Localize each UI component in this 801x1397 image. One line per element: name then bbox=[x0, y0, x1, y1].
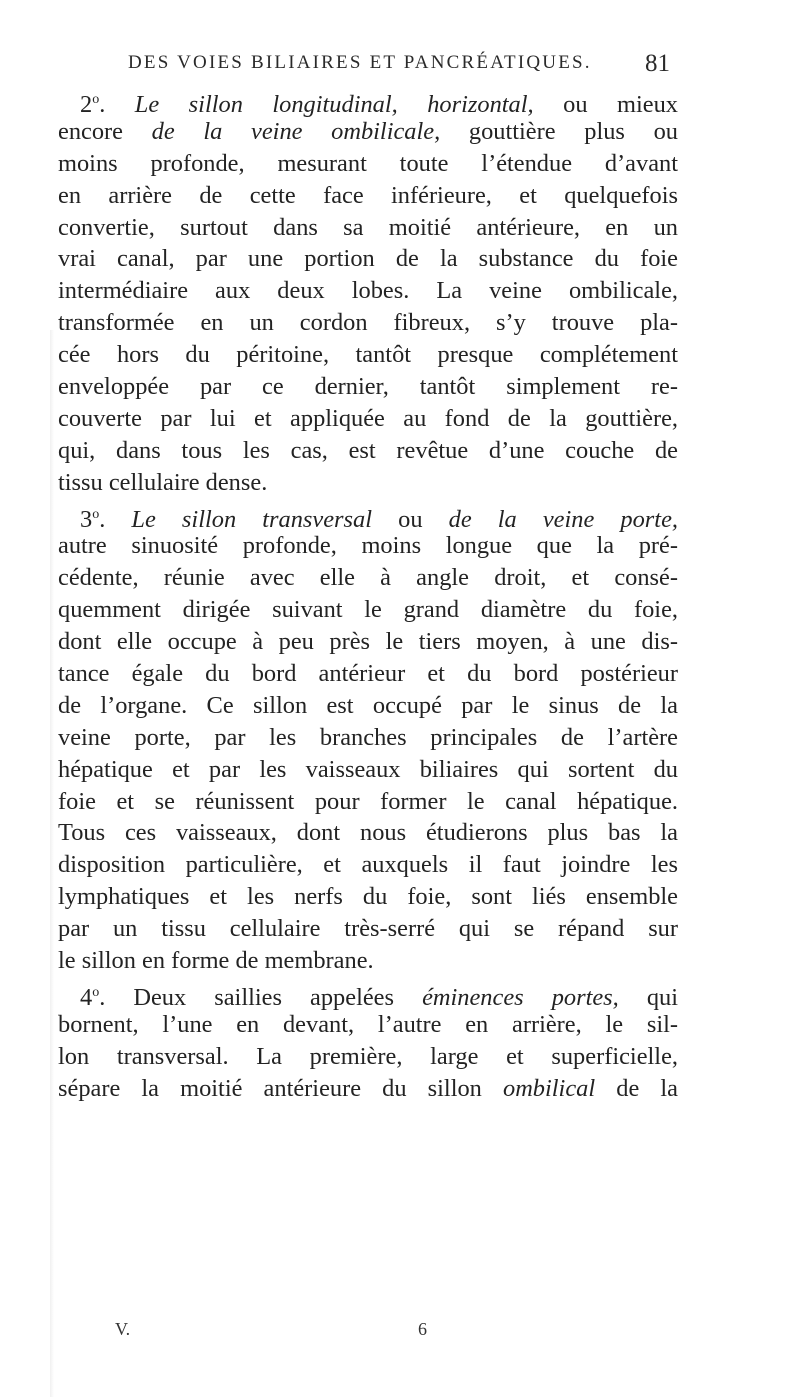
text-line bbox=[58, 658, 678, 690]
text-run: . bbox=[99, 505, 132, 533]
text-line bbox=[58, 626, 678, 658]
text-run: 3 bbox=[80, 505, 93, 533]
text-line bbox=[58, 371, 678, 403]
text-run: foie et se réunissent pour former le canal hépatique. bbox=[58, 787, 678, 815]
text-line bbox=[58, 212, 678, 244]
page-number: 81 bbox=[645, 50, 670, 77]
text-run: dont elle occupe à peu près le tiers moyen, à une dis- bbox=[58, 628, 678, 656]
text-line bbox=[58, 530, 678, 562]
text-run: tance égale du bord antérieur et du bord postérieur bbox=[58, 660, 678, 688]
text-line bbox=[58, 116, 678, 148]
paragraph bbox=[58, 977, 678, 1105]
text-run: 2 bbox=[80, 91, 93, 118]
signature-mark: V. bbox=[115, 1319, 131, 1339]
text-line bbox=[58, 1041, 678, 1073]
text-run: hépatique et par les vaisseaux biliaires qui sortent du bbox=[58, 755, 678, 783]
text-run: ou bbox=[372, 505, 449, 533]
text-line bbox=[58, 690, 678, 722]
text-run: bornent, l’une en devant, l’autre en arrière, le sil- bbox=[58, 1010, 678, 1038]
text-line bbox=[58, 339, 678, 371]
text-run: transformée en un cordon fibreux, s’y trouve pla- bbox=[58, 309, 678, 337]
text-run: lymphatiques et les nerfs du foie, sont liés ensemble bbox=[58, 883, 678, 911]
text-run: . bbox=[99, 91, 135, 118]
text-run: 4 bbox=[80, 983, 93, 1011]
italic-term: de la veine ombilicale, bbox=[151, 117, 441, 145]
text-run: de l’organe. Ce sillon est occupé par le sinus de la bbox=[58, 691, 678, 719]
text-run: cée hors du péritoine, tantôt presque complétement bbox=[58, 341, 678, 369]
text-line bbox=[58, 307, 678, 339]
text-run: le sillon en forme de membrane. bbox=[58, 947, 374, 975]
text-line bbox=[58, 499, 678, 531]
text-line bbox=[58, 913, 678, 945]
text-line bbox=[58, 467, 678, 499]
text-run: disposition particulière, et auxquels il faut joindre les bbox=[58, 851, 678, 879]
text-run: vrai canal, par une portion de la substance du foie bbox=[58, 245, 678, 273]
text-run: gouttière plus ou bbox=[440, 117, 678, 145]
body-text bbox=[58, 84, 678, 1105]
text-run: par un tissu cellulaire très-serré qui se répand sur bbox=[58, 915, 678, 943]
text-line bbox=[58, 722, 678, 754]
italic-term: Le sillon transversal bbox=[131, 505, 373, 533]
text-run: autre sinuosité profonde, moins longue que la pré- bbox=[58, 532, 678, 560]
text-run: de la bbox=[595, 1074, 678, 1102]
text-line bbox=[58, 945, 678, 977]
text-run: qui, dans tous les cas, est revêtue d’une couche de bbox=[58, 436, 678, 464]
text-line bbox=[58, 435, 678, 467]
sheet-number: 6 bbox=[418, 1319, 427, 1339]
text-run: sépare la moitié antérieure du sillon bbox=[58, 1074, 503, 1102]
text-line bbox=[58, 594, 678, 626]
text-line bbox=[58, 275, 678, 307]
paragraph bbox=[58, 499, 678, 977]
text-run: qui bbox=[618, 983, 679, 1011]
text-line bbox=[58, 817, 678, 849]
running-title: DES VOIES BILIAIRES ET PANCRÉATIQUES. bbox=[128, 52, 592, 73]
text-line bbox=[58, 148, 678, 180]
text-run: Tous ces vaisseaux, dont nous étudierons plus bas la bbox=[58, 819, 678, 847]
text-line bbox=[58, 180, 678, 212]
text-line bbox=[58, 849, 678, 881]
text-run: convertie, surtout dans sa moitié antérieure, en un bbox=[58, 213, 678, 241]
text-run: encore bbox=[58, 117, 152, 145]
binding-shadow bbox=[50, 330, 54, 1397]
text-line bbox=[58, 754, 678, 786]
text-line bbox=[58, 84, 678, 116]
text-line bbox=[58, 562, 678, 594]
text-run: intermédiaire aux deux lobes. La veine ombilicale, bbox=[58, 277, 678, 305]
text-line bbox=[58, 881, 678, 913]
text-run: moins profonde, mesurant toute l’étendue d’avant bbox=[58, 149, 678, 177]
ordinal-superscript: o bbox=[92, 92, 100, 107]
paragraph bbox=[58, 84, 678, 499]
text-run: ou mieux bbox=[533, 91, 678, 118]
text-run: tissu cellulaire dense. bbox=[58, 468, 268, 496]
text-run: . Deux saillies appelées bbox=[99, 983, 423, 1011]
italic-term: ombilical bbox=[503, 1074, 596, 1102]
italic-term: de la veine porte, bbox=[448, 505, 678, 533]
italic-term: éminences portes, bbox=[422, 983, 619, 1011]
italic-term: Le sillon longitudinal, horizontal, bbox=[134, 91, 534, 118]
ordinal-superscript: o bbox=[92, 984, 100, 1000]
text-run: en arrière de cette face inférieure, et quelquefois bbox=[58, 181, 678, 209]
text-line bbox=[58, 1073, 678, 1105]
text-run: quemment dirigée suivant le grand diamètre du foie, bbox=[58, 596, 678, 624]
text-run: couverte par lui et appliquée au fond de la gouttière, bbox=[58, 404, 678, 432]
text-run: cédente, réunie avec elle à angle droit, et consé- bbox=[58, 564, 678, 592]
text-run: veine porte, par les branches principales de l’artère bbox=[58, 723, 678, 751]
text-line bbox=[58, 977, 678, 1009]
text-run: enveloppée par ce dernier, tantôt simplement re- bbox=[58, 373, 678, 401]
text-line bbox=[58, 786, 678, 818]
ordinal-superscript: o bbox=[92, 506, 100, 522]
text-line bbox=[58, 243, 678, 275]
text-line bbox=[58, 403, 678, 435]
text-run: lon transversal. La première, large et superficielle, bbox=[58, 1042, 678, 1070]
text-line bbox=[58, 1009, 678, 1041]
